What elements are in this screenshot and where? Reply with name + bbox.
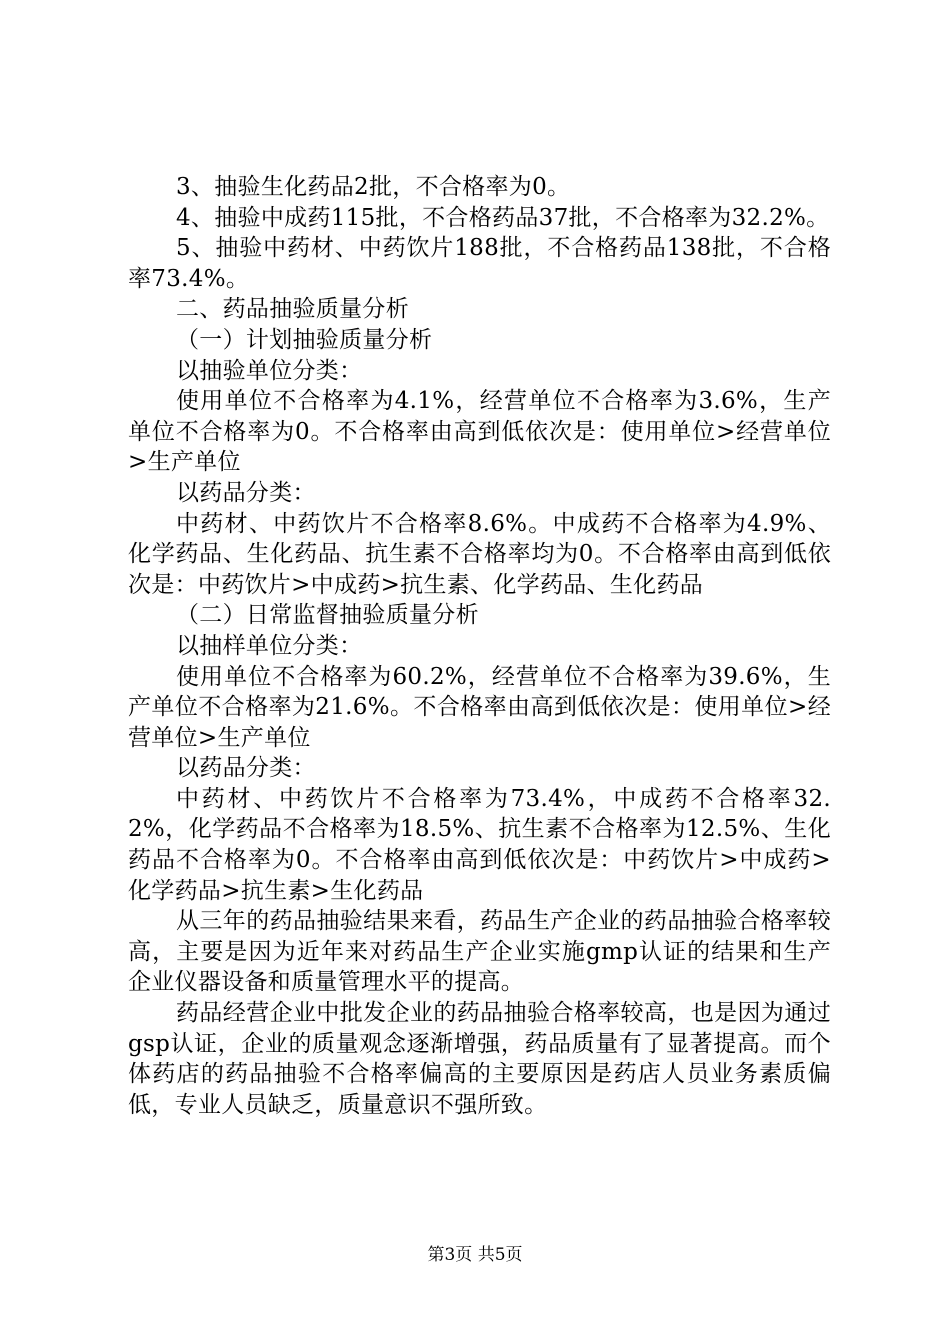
label-by-sample-unit: 以抽样单位分类： xyxy=(176,632,363,659)
subsection-heading-planned-sampling: （一）计划抽验质量分析 xyxy=(176,326,433,353)
paragraph-drug-rates-planned: 中药材、中药饮片不合格率8.6%。中成药不合格率为4.9%、化学药品、生化药品、抗生素不合格率均为0。不合格率由高到低依次是：中药饮片>中成药>抗生素、化学药品、生化药品 xyxy=(128,510,831,598)
paragraph-distribution-summary: 药品经营企业中批发企业的药品抽验合格率较高，也是因为通过gsp认证，企业的质量观念逐渐增强，药品质量有了显著提高。而个体药店的药品抽验不合格率偏高的主要原因是药店人员业务素质偏低，专业人员缺乏，质量意识不强所致。 xyxy=(128,1000,831,1118)
paragraph-herbal-sampling: 5、抽验中药材、中药饮片188批，不合格药品138批，不合格率73.4%。 xyxy=(128,235,831,292)
label-by-drug-category: 以药品分类： xyxy=(176,479,316,506)
paragraph-biochem-sampling: 3、抽验生化药品2批，不合格率为0。 xyxy=(176,174,571,200)
paragraph-unit-rates-planned: 使用单位不合格率为4.1%，经营单位不合格率为3.6%，生产单位不合格率为0。不合格率由高到低依次是：使用单位>经营单位>生产单位 xyxy=(128,388,831,476)
paragraph-unit-rates-routine: 使用单位不合格率为60.2%，经营单位不合格率为39.6%，生产单位不合格率为21.6%。不合格率由高到低依次是：使用单位>经营单位>生产单位 xyxy=(128,663,831,751)
label-by-sampling-unit: 以抽验单位分类： xyxy=(176,357,363,384)
page-number-footer: 第3页 共5页 xyxy=(427,1245,523,1265)
paragraph-drug-rates-routine: 中药材、中药饮片不合格率为73.4%，中成药不合格率32.2%，化学药品不合格率为18.5%、抗生素不合格率为12.5%、生化药品不合格率为0。不合格率由高到低依次是：中药饮片>中成药>化学药品>抗生素>生化药品 xyxy=(128,785,831,904)
paragraph-patent-medicine-sampling: 4、抽验中成药115批，不合格药品37批，不合格率为32.2%。 xyxy=(176,204,830,231)
document-body xyxy=(128,172,831,1120)
subsection-heading-routine-supervision: （二）日常监督抽验质量分析 xyxy=(176,602,479,629)
paragraph-three-year-summary: 从三年的药品抽验结果来看，药品生产企业的药品抽验合格率较高，主要是因为近年来对药品生产企业实施gmp认证的结果和生产企业仪器设备和质量管理水平的提高。 xyxy=(128,908,831,996)
section-heading-quality-analysis: 二、药品抽验质量分析 xyxy=(176,296,409,323)
label-by-drug-category-routine: 以药品分类： xyxy=(176,755,316,782)
